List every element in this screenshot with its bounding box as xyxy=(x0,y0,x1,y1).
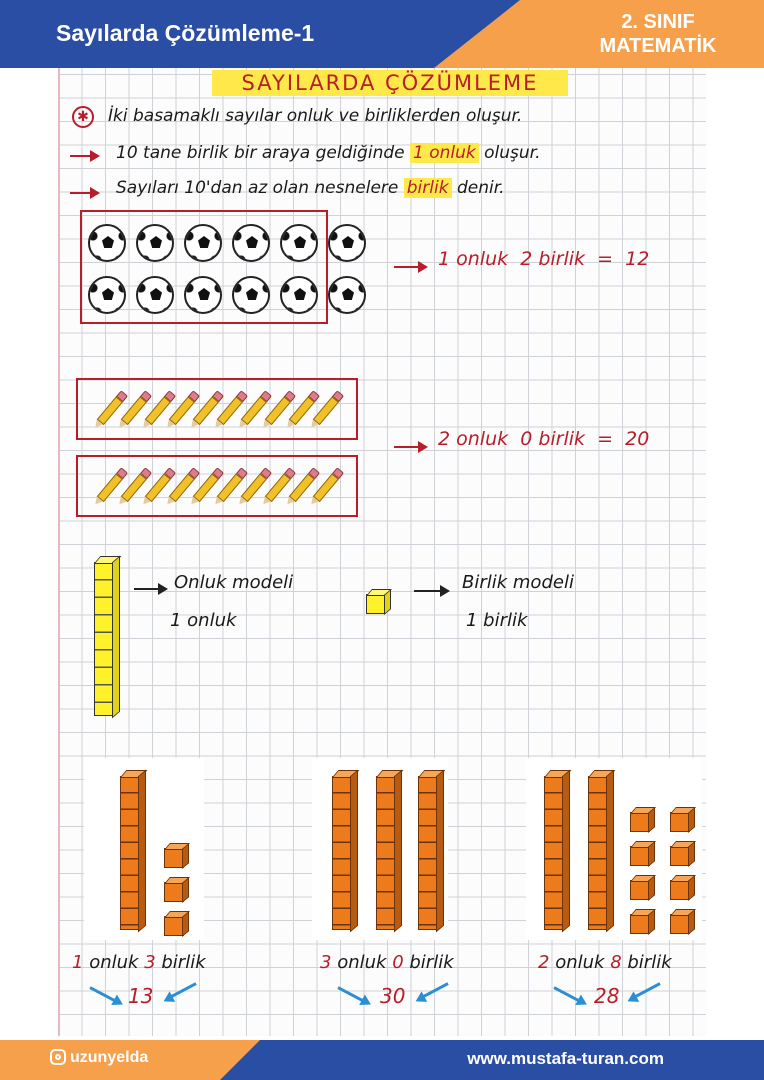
rule-3: Sayıları 10'dan az olan nesnelere birlik denir. xyxy=(116,178,505,198)
onluk-model-value: 1 onluk xyxy=(170,610,237,631)
arrow-icon xyxy=(134,588,166,590)
arrow-icon xyxy=(394,266,426,268)
birlik-model-cube xyxy=(366,594,386,614)
instagram-handle[interactable]: uzunyelda xyxy=(50,1049,148,1067)
arrow-icon xyxy=(70,192,98,194)
example-1-text: 1 onluk 3 birlik xyxy=(72,952,206,973)
unit-cube-block xyxy=(670,914,690,934)
soccer-ball-icon xyxy=(184,224,222,262)
example-2-result: 30 xyxy=(380,984,406,1008)
birlik-model-label: Birlik modeli xyxy=(462,572,574,593)
unit-cube-block xyxy=(670,812,690,832)
soccer-ball-icon xyxy=(328,224,366,262)
balls-result: 1 onluk 2 birlik = 12 xyxy=(438,248,650,270)
rule-2: 10 tane birlik bir araya geldiğinde 1 onluk oluşur. xyxy=(116,143,541,163)
unit-cube-block xyxy=(630,846,650,866)
example-2-text: 3 onluk 0 birlik xyxy=(320,952,454,973)
page-title: SAYILARDA ÇÖZÜMLEME xyxy=(212,70,568,96)
highlight-onluk: 1 onluk xyxy=(410,143,479,163)
unit-cube-block xyxy=(630,812,650,832)
unit-cube-block xyxy=(164,848,184,868)
example-3-text: 2 onluk 8 birlik xyxy=(538,952,672,973)
ten-rod-block xyxy=(544,776,564,930)
website-link[interactable]: www.mustafa-turan.com xyxy=(467,1049,664,1068)
soccer-ball-icon xyxy=(136,224,174,262)
ten-rod-block xyxy=(418,776,438,930)
soccer-ball-icon xyxy=(184,276,222,314)
onluk-model-label: Onluk modeli xyxy=(174,572,294,593)
ten-rod-block xyxy=(120,776,140,930)
star-bullet-icon: ✱ xyxy=(72,106,94,128)
instagram-icon xyxy=(50,1049,66,1065)
grade-label: 2. SINIF xyxy=(621,11,695,33)
pencils-box-2 xyxy=(76,455,358,517)
soccer-ball-icon xyxy=(232,276,270,314)
unit-cube-block xyxy=(670,880,690,900)
rule-1: İki basamaklı sayılar onluk ve birliklerden oluşur. xyxy=(108,106,523,126)
unit-cube-block xyxy=(164,882,184,902)
grade-subject xyxy=(588,10,728,58)
soccer-ball-icon xyxy=(136,276,174,314)
arrow-icon xyxy=(70,155,98,157)
arrow-icon xyxy=(394,446,426,448)
ten-rod-block xyxy=(332,776,352,930)
pencils-result: 2 onluk 0 birlik = 20 xyxy=(438,428,650,450)
paper-margin-line xyxy=(58,68,60,1036)
pencils-box-1 xyxy=(76,378,358,440)
subject-label: MATEMATİK xyxy=(599,35,717,57)
example-3-result: 28 xyxy=(594,984,620,1008)
unit-cube-block xyxy=(670,846,690,866)
soccer-ball-icon xyxy=(280,276,318,314)
unit-cube-block xyxy=(630,880,650,900)
ten-rod-block xyxy=(588,776,608,930)
arrow-icon xyxy=(414,590,448,592)
soccer-ball-icon xyxy=(88,224,126,262)
unit-cube-block xyxy=(164,916,184,936)
example-1-result: 13 xyxy=(128,984,154,1008)
soccer-ball-icon xyxy=(88,276,126,314)
soccer-ball-icon xyxy=(328,276,366,314)
onluk-model-rod xyxy=(94,562,114,716)
birlik-model-value: 1 birlik xyxy=(466,610,528,631)
worksheet-title: Sayılarda Çözümleme-1 xyxy=(56,20,315,46)
unit-cube-block xyxy=(630,914,650,934)
highlight-birlik: birlik xyxy=(404,178,452,198)
ten-rod-block xyxy=(376,776,396,930)
soccer-ball-icon xyxy=(280,224,318,262)
soccer-ball-icon xyxy=(232,224,270,262)
